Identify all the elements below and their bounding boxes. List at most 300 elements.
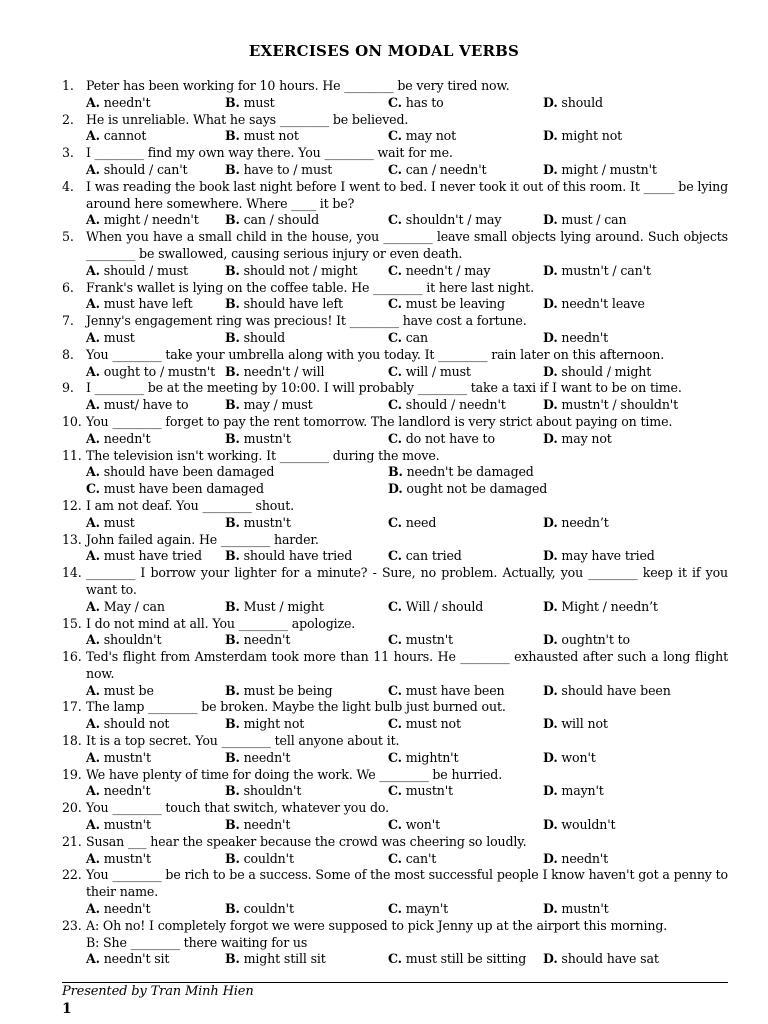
option-text: might not xyxy=(243,716,305,732)
answer-option xyxy=(225,599,388,616)
option-letter: D. xyxy=(543,262,558,278)
answer-options-row xyxy=(62,817,728,834)
question-text: I do not mind at all. You ________ apologize. xyxy=(86,615,356,631)
option-text: must have tried xyxy=(103,548,202,564)
option-text: must be being xyxy=(243,682,333,698)
question-text: John failed again. He ________ harder. xyxy=(86,531,319,547)
option-letter: B. xyxy=(225,716,240,732)
question-line xyxy=(62,145,728,162)
answer-option xyxy=(388,599,543,616)
option-text: shouldn't xyxy=(103,632,162,648)
answer-option xyxy=(388,750,543,767)
option-text: won't xyxy=(561,749,596,765)
question-number: 4. xyxy=(62,178,74,194)
answer-option xyxy=(225,716,388,733)
option-text: can tried xyxy=(405,548,462,564)
option-text: will / must xyxy=(405,363,471,379)
answer-options-row xyxy=(62,599,728,616)
question-text: You ________ forget to pay the rent tomorrow. The landlord is very strict about paying on time. xyxy=(86,413,673,429)
option-text: can't xyxy=(405,850,437,866)
option-letter: A. xyxy=(86,901,100,917)
page-title: EXERCISES ON MODAL VERBS xyxy=(248,42,520,60)
question-text: A: Oh no! I completely forgot we were supposed to pick Jenny up at the airport this morning. xyxy=(86,917,668,933)
question-number: 19. xyxy=(62,766,82,782)
option-text: mustn't xyxy=(561,901,609,917)
answer-option xyxy=(543,431,728,448)
option-text: Will / should xyxy=(405,598,484,614)
option-text: should / might xyxy=(561,363,652,379)
answer-option xyxy=(543,397,728,414)
question-number: 1. xyxy=(62,78,74,93)
option-text: mustn't xyxy=(243,514,291,530)
question-number: 8. xyxy=(62,346,74,362)
option-letter: A. xyxy=(86,682,100,698)
question-text: Peter has been working for 10 hours. He ________ be very tired now. xyxy=(86,78,510,93)
answer-option xyxy=(86,632,225,649)
option-letter: D. xyxy=(543,850,558,866)
option-text: needn't xyxy=(561,329,609,345)
answer-option xyxy=(543,548,728,565)
option-letter: C. xyxy=(86,481,100,497)
answer-option xyxy=(225,431,388,448)
answer-option xyxy=(86,851,225,868)
question-number: 7. xyxy=(62,313,74,329)
option-text: might / mustn't xyxy=(561,161,657,177)
option-text: should xyxy=(561,94,603,110)
option-letter: C. xyxy=(388,296,402,312)
answer-option xyxy=(86,128,225,145)
option-letter: D. xyxy=(543,716,558,732)
option-letter: B. xyxy=(225,128,240,144)
option-text: must not xyxy=(243,128,299,144)
answer-option xyxy=(225,128,388,145)
answer-option xyxy=(86,296,225,313)
answer-options-row xyxy=(62,783,728,800)
answer-option xyxy=(388,364,543,381)
option-letter: B. xyxy=(225,749,240,765)
option-text: needn't xyxy=(243,632,291,648)
answer-option xyxy=(543,128,728,145)
question-line xyxy=(62,78,728,95)
option-letter: C. xyxy=(388,783,402,799)
answer-options-row xyxy=(62,431,728,448)
answer-option xyxy=(388,548,543,565)
question-number: 11. xyxy=(62,447,82,463)
question-line xyxy=(62,498,728,515)
option-text: needn’t xyxy=(561,514,609,530)
option-text: must have left xyxy=(103,296,193,312)
question-list xyxy=(62,78,728,968)
question-number: 3. xyxy=(62,145,74,161)
answer-options-row xyxy=(62,548,728,565)
option-letter: C. xyxy=(388,514,402,530)
option-letter: A. xyxy=(86,128,100,144)
answer-option xyxy=(225,397,388,414)
answer-option xyxy=(225,951,388,968)
option-letter: B. xyxy=(225,161,240,177)
question-number: 5. xyxy=(62,229,74,245)
footer-author: Presented by Tran Minh Hien xyxy=(62,984,254,999)
answer-option xyxy=(225,330,388,347)
option-letter: D. xyxy=(543,430,558,446)
option-letter: D. xyxy=(543,632,558,648)
question-line xyxy=(62,649,728,683)
option-text: must be xyxy=(103,682,154,698)
question-number: 14. xyxy=(62,565,82,581)
answer-option xyxy=(86,431,225,448)
option-text: mayn't xyxy=(405,901,449,917)
option-text: should have left xyxy=(243,296,343,312)
answer-options-row xyxy=(62,683,728,700)
question-text: I ________ find my own way there. You ________ wait for me. xyxy=(86,145,453,161)
option-text: may not xyxy=(405,128,457,144)
option-letter: A. xyxy=(86,783,100,799)
option-text: needn't sit xyxy=(103,951,170,967)
answer-option xyxy=(388,431,543,448)
question-line xyxy=(62,918,728,935)
option-letter: A. xyxy=(86,850,100,866)
answer-option xyxy=(388,162,543,179)
option-letter: A. xyxy=(86,212,100,228)
answer-option xyxy=(543,515,728,532)
option-letter: A. xyxy=(86,514,100,530)
option-text: Might / needn’t xyxy=(561,598,658,614)
option-text: mustn't / shouldn't xyxy=(561,397,679,413)
answer-option xyxy=(86,515,225,532)
option-letter: C. xyxy=(388,262,402,278)
answer-options-row xyxy=(62,330,728,347)
option-text: must have been xyxy=(405,682,505,698)
answer-option xyxy=(86,901,225,918)
option-letter: B. xyxy=(225,951,240,967)
option-letter: B. xyxy=(225,548,240,564)
option-text: must have been damaged xyxy=(103,481,264,497)
option-text: must / can xyxy=(561,212,627,228)
question-line xyxy=(62,448,728,465)
option-text: mightn't xyxy=(405,749,459,765)
question-text: The lamp ________ be broken. Maybe the light bulb just burned out. xyxy=(86,699,506,715)
answer-option xyxy=(225,263,388,280)
option-letter: D. xyxy=(543,749,558,765)
option-text: Must / might xyxy=(243,598,324,614)
option-text: might not xyxy=(561,128,623,144)
answer-option xyxy=(86,951,225,968)
answer-options-row xyxy=(62,716,728,733)
option-letter: A. xyxy=(86,464,100,480)
question-line xyxy=(62,616,728,633)
question-item xyxy=(62,767,728,801)
option-text: ought to / mustn't xyxy=(103,363,216,379)
answer-option xyxy=(543,296,728,313)
question-item xyxy=(62,414,728,448)
option-text: May / can xyxy=(103,598,165,614)
question-text: Susan ___ hear the speaker because the crowd was cheering so loudly. xyxy=(86,833,527,849)
option-letter: D. xyxy=(543,682,558,698)
answer-option xyxy=(225,364,388,381)
answer-option xyxy=(388,683,543,700)
option-text: may not xyxy=(561,430,612,446)
answer-options-row xyxy=(62,296,728,313)
option-letter: A. xyxy=(86,161,100,177)
option-text: have to / must xyxy=(243,161,333,177)
option-letter: C. xyxy=(388,161,402,177)
page-number: 1 xyxy=(62,1001,72,1017)
option-letter: B. xyxy=(225,212,240,228)
answer-options-row xyxy=(62,464,728,481)
question-item xyxy=(62,616,728,650)
option-letter: C. xyxy=(388,850,402,866)
option-letter: A. xyxy=(86,817,100,833)
option-letter: B. xyxy=(225,783,240,799)
option-text: oughtn't to xyxy=(561,632,630,648)
answer-option xyxy=(388,397,543,414)
answer-options-row xyxy=(62,364,728,381)
answer-option xyxy=(388,128,543,145)
answer-option xyxy=(388,951,543,968)
question-line xyxy=(62,414,728,431)
option-letter: B. xyxy=(225,397,240,413)
question-line xyxy=(62,565,728,599)
question-text: The television isn't working. It ________ during the move. xyxy=(86,447,440,463)
answer-option xyxy=(543,951,728,968)
answer-option xyxy=(543,263,728,280)
option-letter: A. xyxy=(86,363,100,379)
option-text: needn't xyxy=(103,783,151,799)
question-text: I am not deaf. You ________ shout. xyxy=(86,497,294,513)
option-letter: B. xyxy=(225,682,240,698)
option-text: must not xyxy=(405,716,461,732)
answer-option xyxy=(543,95,728,112)
answer-option xyxy=(86,783,225,800)
answer-option xyxy=(543,632,728,649)
answer-options-row xyxy=(62,951,728,968)
option-text: should have tried xyxy=(243,548,353,564)
option-letter: D. xyxy=(543,548,558,564)
option-text: needn't xyxy=(243,817,291,833)
answer-option xyxy=(225,632,388,649)
option-text: should have been xyxy=(561,682,671,698)
option-letter: D. xyxy=(543,901,558,917)
option-text: can / needn't xyxy=(405,161,487,177)
answer-option xyxy=(86,464,388,481)
option-letter: C. xyxy=(388,430,402,446)
answer-option xyxy=(543,330,728,347)
option-letter: B. xyxy=(225,598,240,614)
question-line xyxy=(62,867,728,901)
answer-option xyxy=(543,162,728,179)
question-item xyxy=(62,179,728,229)
answer-option xyxy=(225,515,388,532)
option-text: must xyxy=(103,329,135,345)
answer-options-row xyxy=(62,901,728,918)
option-letter: A. xyxy=(86,329,100,345)
question-text: I was reading the book last night before I went to bed. I never took it out of this room. It _____ be lying around here somewhere. Where ____ it be? xyxy=(86,178,728,211)
answer-option xyxy=(225,783,388,800)
question-line xyxy=(62,112,728,129)
option-letter: D. xyxy=(543,817,558,833)
option-text: will not xyxy=(561,716,608,732)
question-item xyxy=(62,733,728,767)
answer-option xyxy=(225,851,388,868)
question-text: When you have a small child in the house, you ________ leave small objects lying around. Such objects ________ be swallowed, causing serious injury or even death. xyxy=(86,229,728,261)
option-text: needn't xyxy=(103,94,151,110)
option-letter: C. xyxy=(388,817,402,833)
answer-options-row xyxy=(62,632,728,649)
question-number: 23. xyxy=(62,917,82,933)
question-number: 2. xyxy=(62,111,74,127)
option-letter: D. xyxy=(543,514,558,530)
option-text: can / should xyxy=(243,212,320,228)
question-number: 16. xyxy=(62,649,82,665)
question-item xyxy=(62,532,728,566)
answer-options-row xyxy=(62,128,728,145)
option-letter: C. xyxy=(388,716,402,732)
option-text: needn't / may xyxy=(405,262,491,278)
option-text: should / can't xyxy=(103,161,188,177)
answer-option xyxy=(543,599,728,616)
option-letter: B. xyxy=(225,329,240,345)
question-number: 20. xyxy=(62,800,82,816)
question-line xyxy=(62,229,728,263)
answer-option xyxy=(543,212,728,229)
question-line xyxy=(62,935,728,952)
option-letter: D. xyxy=(388,481,403,497)
answer-options-row xyxy=(62,162,728,179)
question-item xyxy=(62,380,728,414)
option-text: mustn't xyxy=(103,817,151,833)
answer-option xyxy=(86,397,225,414)
question-item xyxy=(62,699,728,733)
answer-option xyxy=(225,95,388,112)
option-text: must be leaving xyxy=(405,296,505,312)
question-text: We have plenty of time for doing the work. We ________ be hurried. xyxy=(86,766,503,782)
option-letter: D. xyxy=(543,296,558,312)
option-text: must/ have to xyxy=(103,397,189,413)
question-item xyxy=(62,565,728,615)
option-text: needn't be damaged xyxy=(406,464,534,480)
option-text: might / needn't xyxy=(103,212,199,228)
option-text: might still sit xyxy=(243,951,326,967)
option-text: needn't xyxy=(243,749,291,765)
option-text: shouldn't xyxy=(243,783,302,799)
option-letter: C. xyxy=(388,951,402,967)
answer-option xyxy=(388,632,543,649)
answer-options-row xyxy=(62,212,728,229)
option-text: mustn't xyxy=(103,850,151,866)
option-letter: C. xyxy=(388,682,402,698)
question-number: 18. xyxy=(62,733,82,749)
question-number: 6. xyxy=(62,279,74,295)
option-letter: B. xyxy=(225,632,240,648)
option-letter: A. xyxy=(86,632,100,648)
question-line xyxy=(62,800,728,817)
option-text: couldn't xyxy=(243,850,294,866)
question-number: 21. xyxy=(62,833,82,849)
answer-option xyxy=(543,783,728,800)
answer-option xyxy=(86,212,225,229)
answer-option xyxy=(225,817,388,834)
question-number: 9. xyxy=(62,380,74,396)
option-letter: C. xyxy=(388,598,402,614)
option-letter: D. xyxy=(543,397,558,413)
option-letter: A. xyxy=(86,296,100,312)
question-number: 10. xyxy=(62,413,82,429)
option-letter: C. xyxy=(388,397,402,413)
question-item xyxy=(62,78,728,112)
option-text: has to xyxy=(405,94,444,110)
answer-option xyxy=(388,330,543,347)
answer-options-row xyxy=(62,515,728,532)
answer-option xyxy=(86,330,225,347)
answer-options-row xyxy=(62,263,728,280)
answer-option xyxy=(388,901,543,918)
option-text: mustn't xyxy=(243,430,291,446)
question-text: ________ I borrow your lighter for a minute? - Sure, no problem. Actually, you ________ keep it if you want to. xyxy=(86,565,728,597)
option-text: needn't xyxy=(103,901,151,917)
option-text: mustn't / can't xyxy=(561,262,651,278)
answer-option xyxy=(225,750,388,767)
answer-option xyxy=(86,548,225,565)
answer-options-row xyxy=(62,397,728,414)
question-number: 13. xyxy=(62,531,82,547)
option-text: mustn't xyxy=(405,783,453,799)
answer-options-row xyxy=(62,750,728,767)
footer-divider xyxy=(62,982,728,983)
question-text: You ________ be rich to be a success. Some of the most successful people I know haven't got a penny to their name. xyxy=(86,867,728,900)
option-letter: A. xyxy=(86,716,100,732)
question-line xyxy=(62,733,728,750)
answer-option xyxy=(225,683,388,700)
answer-option xyxy=(86,162,225,179)
option-text: must xyxy=(243,94,275,110)
answer-option xyxy=(225,162,388,179)
answer-option xyxy=(86,817,225,834)
question-number: 15. xyxy=(62,615,82,631)
option-text: needn't xyxy=(103,430,151,446)
option-text: should / needn't xyxy=(405,397,506,413)
answer-option xyxy=(86,481,388,498)
question-text: Jenny's engagement ring was precious! It ________ have cost a fortune. xyxy=(86,313,527,329)
answer-option xyxy=(388,851,543,868)
option-letter: A. xyxy=(86,749,100,765)
option-letter: B. xyxy=(225,901,240,917)
question-item xyxy=(62,347,728,381)
answer-option xyxy=(225,296,388,313)
answer-option xyxy=(543,364,728,381)
question-item xyxy=(62,112,728,146)
option-text: can xyxy=(405,329,428,345)
option-letter: C. xyxy=(388,749,402,765)
answer-option xyxy=(86,364,225,381)
option-letter: D. xyxy=(543,212,558,228)
option-letter: B. xyxy=(225,817,240,833)
answer-option xyxy=(388,783,543,800)
answer-option xyxy=(225,901,388,918)
question-item xyxy=(62,834,728,868)
option-text: ought not be damaged xyxy=(406,481,548,497)
answer-option xyxy=(543,683,728,700)
option-letter: B. xyxy=(225,262,240,278)
answer-option xyxy=(225,212,388,229)
option-text: needn't xyxy=(561,850,609,866)
option-letter: B. xyxy=(225,430,240,446)
option-letter: D. xyxy=(543,363,558,379)
question-text: He is unreliable. What he says ________ be believed. xyxy=(86,111,409,127)
question-text: You ________ take your umbrella along with you today. It ________ rain later on this afternoon. xyxy=(86,346,665,362)
answer-option xyxy=(388,263,543,280)
answer-options-row xyxy=(62,481,728,498)
question-text: I ________ be at the meeting by 10:00. I will probably ________ take a taxi if I want to be on time. xyxy=(86,380,682,396)
